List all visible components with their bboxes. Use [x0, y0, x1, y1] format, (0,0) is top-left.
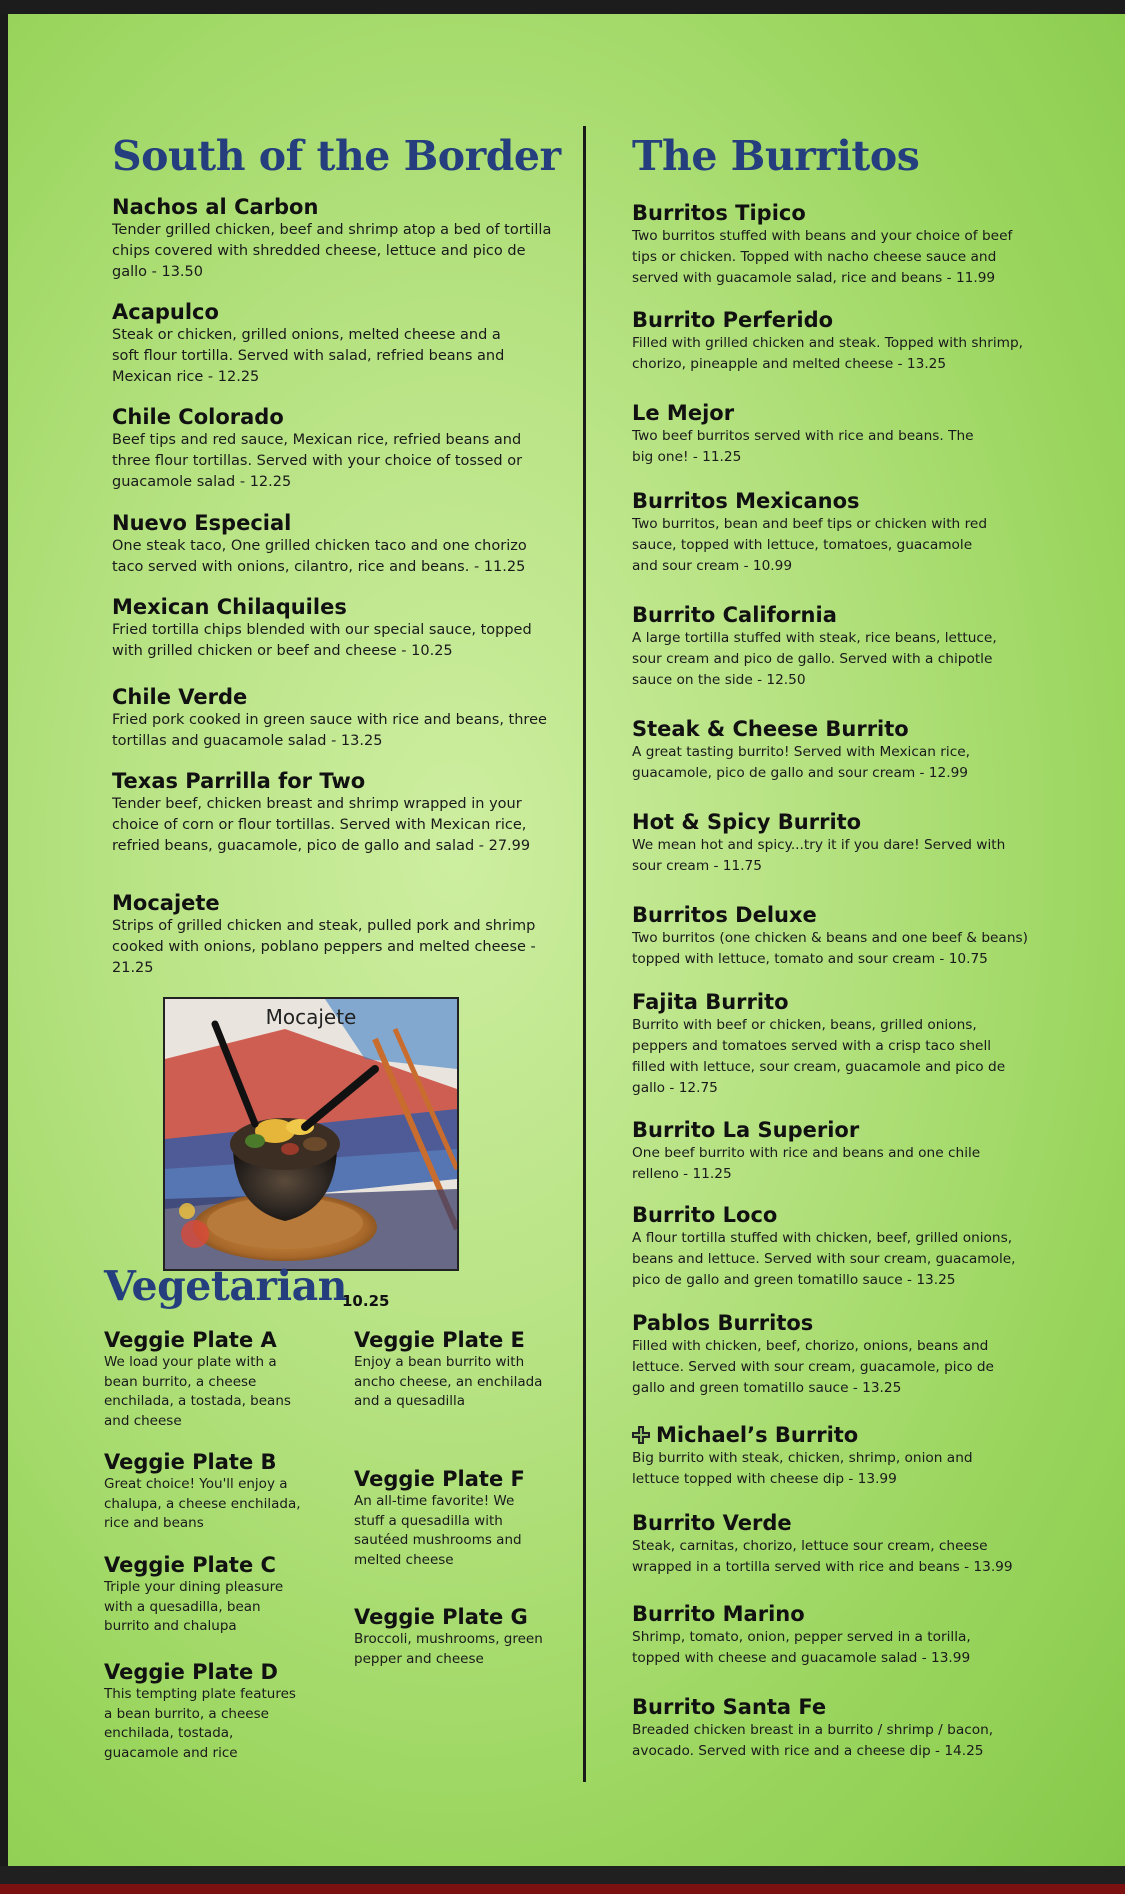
item-desc: Tender grilled chicken, beef and shrimp atop a bed of tortilla chips covered with shredded cheese, lettuce and pico de gallo - 13.50	[112, 222, 552, 280]
item-desc: Big burrito with steak, chicken, shrimp, onion and lettuce topped with cheese dip - 13.99	[632, 1450, 973, 1487]
item-name: Veggie Plate C	[104, 1553, 276, 1577]
item-name: Burrito Verde	[632, 1511, 792, 1535]
item-name: Burritos Tipico	[632, 201, 806, 225]
menu-item	[104, 1552, 304, 1637]
item-desc: Two beef burritos served with rice and beans. The big one! - 11.25	[632, 428, 974, 465]
photo-caption: Mocajete	[265, 1005, 357, 1029]
item-desc: Shrimp, tomato, onion, pepper served in a torilla, topped with cheese and guacamole salad - 13.99	[632, 1629, 971, 1666]
item-desc: Triple your dining pleasure with a quesadilla, bean burrito and chalupa	[104, 1579, 284, 1634]
item-name: Veggie Plate F	[354, 1467, 525, 1491]
top-bar	[0, 0, 1125, 14]
item-desc: Enjoy a bean burrito with ancho cheese, an enchilada and a quesadilla	[354, 1354, 543, 1409]
item-name: Texas Parrilla for Two	[112, 769, 366, 793]
item-name: Nachos al Carbon	[112, 195, 319, 219]
item-name: Burritos Deluxe	[632, 903, 817, 927]
item-name: Fajita Burrito	[632, 990, 789, 1014]
item-name: Burrito Marino	[632, 1602, 805, 1626]
menu-item	[354, 1466, 544, 1570]
item-name: Mexican Chilaquiles	[112, 595, 347, 619]
item-name: Burrito Loco	[632, 1203, 778, 1227]
item-desc: Steak or chicken, grilled onions, melted cheese and a soft flour tortilla. Served with salad, refried beans and Mexican rice - 12.25	[112, 327, 505, 385]
menu-page	[8, 14, 1125, 1866]
menu-item	[632, 200, 1024, 289]
menu-item	[632, 1202, 1022, 1291]
menu-item	[632, 1310, 1028, 1399]
item-desc: A flour tortilla stuffed with chicken, beef, grilled onions, beans and lettuce. Served with sour cream, guacamole, pico de gallo and green tomatillo sauce - 13.25	[632, 1230, 1016, 1288]
menu-item	[112, 890, 552, 979]
item-desc: Breaded chicken breast in a burrito / shrimp / bacon, avocado. Served with rice and a cheese dip - 14.25	[632, 1722, 994, 1759]
item-name: Steak & Cheese Burrito	[632, 717, 909, 741]
item-desc: Great choice! You'll enjoy a chalupa, a cheese enchilada, rice and beans	[104, 1476, 301, 1531]
menu-item	[112, 594, 552, 662]
menu-item	[112, 404, 547, 493]
item-desc: One beef burrito with rice and beans and one chile relleno - 11.25	[632, 1145, 981, 1182]
menu-item	[632, 1117, 1012, 1185]
item-desc: Broccoli, mushrooms, green pepper and cheese	[354, 1631, 543, 1667]
mocajete-image	[165, 999, 457, 1269]
section-title-burritos: The Burritos	[632, 132, 920, 180]
menu-item	[632, 809, 1012, 877]
section-title-vegetarian: Vegetarian	[104, 1262, 347, 1310]
menu-item	[112, 194, 552, 283]
item-desc: Burrito with beef or chicken, beans, grilled onions, peppers and tomatoes served with a crisp taco shell filled with lettuce, sour cream, guacamole and pico de gallo - 12.75	[632, 1017, 1006, 1096]
item-name: Veggie Plate D	[104, 1660, 278, 1684]
section-title-south: South of the Border	[112, 132, 561, 180]
item-name: Hot & Spicy Burrito	[632, 810, 862, 834]
menu-item	[112, 768, 552, 857]
menu-item	[632, 1694, 1028, 1762]
item-name: Mocajete	[112, 891, 220, 915]
menu-item	[112, 299, 532, 388]
menu-item	[354, 1327, 544, 1412]
item-name: Burrito La Superior	[632, 1118, 860, 1142]
item-desc: One steak taco, One grilled chicken taco and one chorizo taco served with onions, cilantro, rice and beans. - 11.25	[112, 538, 527, 575]
bottom-red-strip	[0, 1884, 1125, 1894]
menu-item	[632, 1422, 1012, 1490]
item-name-text: Michael’s Burrito	[656, 1423, 859, 1447]
item-name: Acapulco	[112, 300, 219, 324]
item-desc: An all-time favorite! We stuff a quesadilla with sautéed mushrooms and melted cheese	[354, 1493, 522, 1568]
item-desc: A large tortilla stuffed with steak, rice beans, lettuce, sour cream and pico de gallo. Served with a chipotle sauce on the side - 12.50	[632, 630, 997, 688]
column-divider	[583, 126, 586, 1782]
menu-item	[632, 1510, 1028, 1578]
cross-icon	[632, 1426, 650, 1444]
item-name: Veggie Plate E	[354, 1328, 525, 1352]
item-name	[632, 1422, 1012, 1448]
menu-item	[632, 1601, 1012, 1669]
menu-item	[104, 1327, 304, 1431]
menu-item	[104, 1449, 304, 1534]
item-desc: We load your plate with a bean burrito, a cheese enchilada, a tostada, beans and cheese	[104, 1354, 291, 1429]
menu-item	[632, 989, 1028, 1099]
item-name: Chile Colorado	[112, 405, 284, 429]
item-desc: Beef tips and red sauce, Mexican rice, refried beans and three flour tortillas. Served with your choice of tossed or guacamole salad - 12.25	[112, 432, 523, 490]
item-desc: Filled with chicken, beef, chorizo, onions, beans and lettuce. Served with sour cream, guacamole, pico de gallo and green tomatillo sauce - 13.25	[632, 1338, 994, 1396]
item-desc: Fried tortilla chips blended with our special sauce, topped with grilled chicken or beef and cheese - 10.25	[112, 622, 532, 659]
item-desc: Filled with grilled chicken and steak. Topped with shrimp, chorizo, pineapple and melted cheese - 13.25	[632, 335, 1024, 372]
item-name: Nuevo Especial	[112, 511, 292, 535]
item-name: Burritos Mexicanos	[632, 489, 860, 513]
item-name: Pablos Burritos	[632, 1311, 814, 1335]
item-name: Burrito Santa Fe	[632, 1695, 827, 1719]
item-name: Le Mejor	[632, 401, 735, 425]
menu-item	[112, 510, 552, 578]
item-name: Veggie Plate B	[104, 1450, 277, 1474]
item-desc: Two burritos, bean and beef tips or chicken with red sauce, topped with lettuce, tomatoes, guacamole and sour cream - 10.99	[632, 516, 988, 574]
item-desc: Strips of grilled chicken and steak, pulled pork and shrimp cooked with onions, poblano peppers and melted cheese - 21.25	[112, 918, 536, 976]
item-desc: Two burritos stuffed with beans and your choice of beef tips or chicken. Topped with nacho cheese sauce and served with guacamole salad, rice and beans - 11.99	[632, 228, 1013, 286]
vegetarian-price: 10.25	[342, 1292, 390, 1310]
menu-item	[632, 307, 1024, 375]
menu-item	[632, 716, 1012, 784]
item-desc: Fried pork cooked in green sauce with rice and beans, three tortillas and guacamole salad - 13.25	[112, 712, 547, 749]
item-name: Veggie Plate G	[354, 1605, 528, 1629]
item-name: Burrito Perferido	[632, 308, 834, 332]
item-desc: Two burritos (one chicken & beans and one beef & beans) topped with lettuce, tomato and sour cream - 10.75	[632, 930, 1028, 967]
item-desc: Steak, carnitas, chorizo, lettuce sour cream, cheese wrapped in a tortilla served with rice and beans - 13.99	[632, 1538, 1013, 1575]
menu-item	[632, 488, 992, 577]
item-desc: We mean hot and spicy...try it if you dare! Served with sour cream - 11.75	[632, 837, 1006, 874]
menu-item	[112, 684, 552, 752]
item-desc: A great tasting burrito! Served with Mexican rice, guacamole, pico de gallo and sour cream - 12.99	[632, 744, 971, 781]
item-name: Veggie Plate A	[104, 1328, 277, 1352]
item-desc: Tender beef, chicken breast and shrimp wrapped in your choice of corn or flour tortillas. Served with Mexican rice, refried beans, guacamole, pico de gallo and salad - 27.99	[112, 796, 531, 854]
item-name: Chile Verde	[112, 685, 248, 709]
menu-item	[632, 602, 1028, 691]
item-desc: This tempting plate features a bean burrito, a cheese enchilada, tostada, guacamole and rice	[104, 1686, 296, 1761]
bottom-bar	[0, 1866, 1125, 1894]
menu-item	[104, 1659, 304, 1763]
menu-item	[632, 902, 1032, 970]
mocajete-photo	[163, 997, 459, 1271]
menu-item	[354, 1604, 544, 1669]
menu-item	[632, 400, 992, 468]
item-name: Burrito California	[632, 603, 837, 627]
